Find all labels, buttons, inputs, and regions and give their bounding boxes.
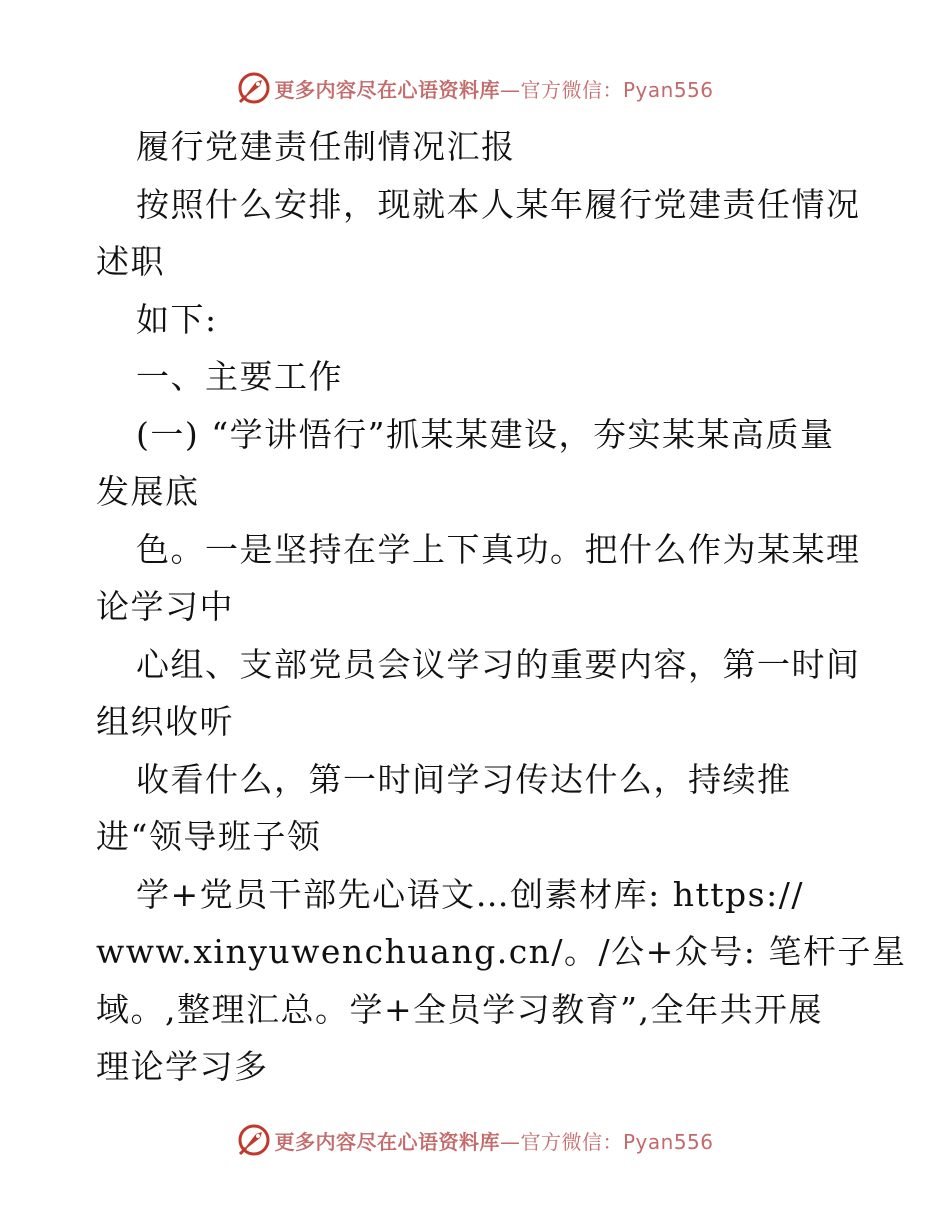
paragraph-line: 述职 bbox=[96, 242, 165, 281]
paragraph-line: 如下: bbox=[136, 299, 218, 339]
paragraph-line: 进“领导班子领 bbox=[96, 817, 322, 856]
banner-official-label: 官方微信： bbox=[520, 1129, 623, 1154]
banner-official-label: 官方微信： bbox=[520, 77, 623, 102]
paragraph-line: 按照什么安排，现就本人某年履行党建责任情况 bbox=[136, 184, 861, 224]
subsection-heading: (一) “学讲悟行”抓某某建设，夯实某某高质量 bbox=[136, 414, 835, 454]
banner-wechat-id: Pyan556 bbox=[622, 1129, 714, 1154]
banner-separator: — bbox=[499, 77, 521, 102]
section-heading: 一、主要工作 bbox=[136, 357, 343, 396]
pen-nib-logo-icon bbox=[236, 1122, 272, 1158]
paragraph-line: www.xinyuwenchuang.cn/。/公+众号: 笔杆子星 bbox=[96, 932, 907, 971]
banner-wechat-id: Pyan556 bbox=[622, 77, 714, 102]
banner-text bbox=[274, 74, 713, 103]
paragraph-line: 收看什么，第一时间学习传达什么，持续推 bbox=[136, 759, 792, 799]
paragraph-line: 组织收听 bbox=[96, 702, 234, 741]
paragraph-line: 发展底 bbox=[96, 472, 200, 511]
paragraph-line: 域。,整理汇总。学+全员学习教育”,全年共开展 bbox=[96, 989, 824, 1029]
paragraph-line: 论学习中 bbox=[96, 587, 234, 626]
banner-site-text: 更多内容尽在心语资料库 bbox=[274, 77, 500, 102]
document-title: 履行党建责任制情况汇报 bbox=[136, 127, 516, 166]
banner-separator: — bbox=[499, 1129, 521, 1154]
banner-site-text: 更多内容尽在心语资料库 bbox=[274, 1129, 500, 1154]
document-body bbox=[96, 118, 907, 1096]
paragraph-line: 色。一是坚持在学上下真功。把什么作为某某理 bbox=[136, 529, 861, 569]
header-banner bbox=[0, 68, 950, 108]
banner-text bbox=[274, 1126, 713, 1155]
pen-nib-logo-icon bbox=[236, 70, 272, 106]
paragraph-line: 心组、支部党员会议学习的重要内容，第一时间 bbox=[136, 644, 861, 684]
paragraph-line: 学+党员干部先心语文…创素材库: https:// bbox=[136, 874, 804, 914]
paragraph-line: 理论学习多 bbox=[96, 1047, 269, 1086]
footer-banner bbox=[0, 1120, 950, 1160]
